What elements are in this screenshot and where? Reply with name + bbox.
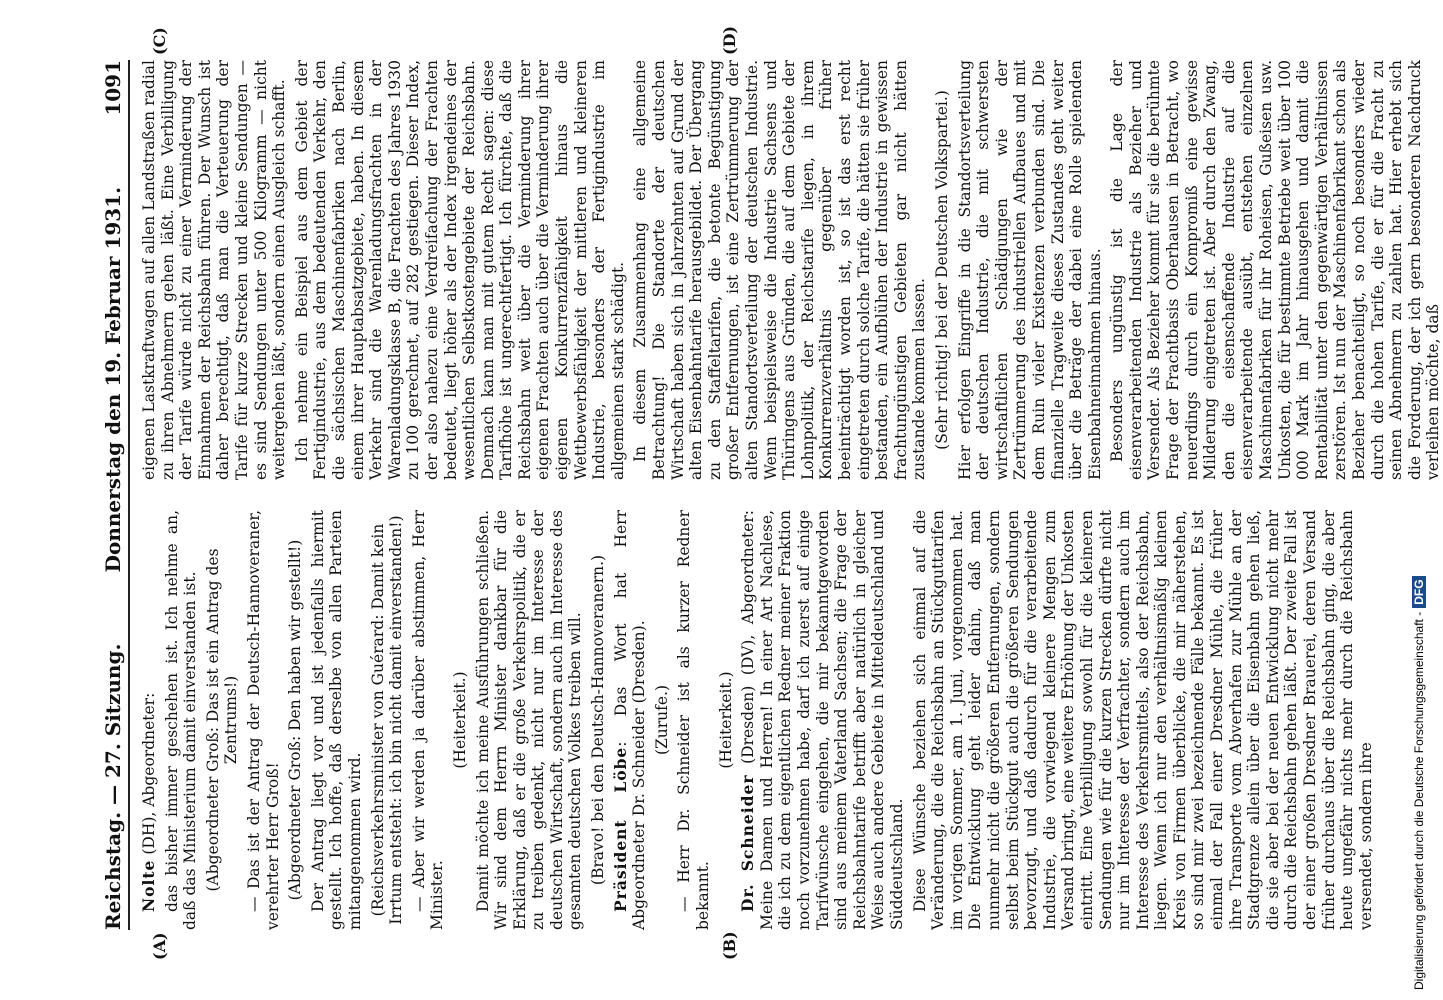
speaker-paragraph xyxy=(140,510,159,930)
margin-marker-c: (C) xyxy=(150,27,169,55)
dfg-logo: DFG xyxy=(1412,576,1426,607)
header-left: Reichstag. — 27. Sitzung. xyxy=(101,643,125,930)
paragraph xyxy=(675,510,712,930)
paragraph-text: (Bravo! bei den Deutsch-Hannoveranern.) xyxy=(589,554,608,886)
paragraph xyxy=(293,60,628,480)
margin-marker-a: (A) xyxy=(150,932,169,960)
interjection xyxy=(451,510,470,930)
margin-marker-b: (B) xyxy=(720,931,739,960)
paragraph xyxy=(631,60,929,480)
header-rule xyxy=(128,60,130,930)
paragraph-text: — Das ist der Antrag der Deutsch-Hannoveraner, verehrter Herr Groß! xyxy=(244,510,282,930)
right-column xyxy=(140,60,1443,480)
interjection xyxy=(933,60,952,480)
paragraph-text: — Herr Dr. Schneider ist als kurzer Redner bekannt. xyxy=(675,510,713,930)
paragraph-text: In diesem Zusammenhang eine allgemeine Betrachtung! Die Standorte der deutschen Wirtschaft haben sich in Jahrzehnten auf Grund der alten Eisenbahntarife herausgebildet. Der Übergang zu den Staffeltarifen, die betonte Begünstigung großer Entfernungen, ist eine Zertrümmerung der alten Standortsverteilung der deutschen Industrie. Wenn beispielsweise die Industrie Sachsens und Thüringens aus Gründen, die auf dem Gebiete der Lohnpolitik, der Reichstarife liegen, in ihrem Konkurrenzverhältnis gegenüber früher beeinträchtigt worden ist, so ist das erst recht eingetreten durch solche Tarife, die hätten sie früher bestanden, ein Aufblühen der Industrie in gewissen frachtungünstigen Gebieten gar nicht hätten zustande kommen lassen. xyxy=(631,60,929,480)
page-number: 1091 xyxy=(101,60,125,116)
paragraph-text: (Dresden) (DV), Abgeordneter: Meine Damen und Herren! In einer Art Nachlese, die ich zu dem eigentlichen Redner meiner Fraktion noch vorzunehmen habe, darf ich zuerst auf einige Tarifwünsche eingehen, die mir bekanntgeworden sind aus meinem Vaterland Sachsen; die Frage der Reichsbahntarife betrifft aber natürlich in gleicher Weise auch andere Gebiete in Mitteldeutschland und Süddeutschland. xyxy=(739,510,906,930)
left-column xyxy=(139,510,1375,930)
speaker-name: Dr. Schneider xyxy=(738,774,758,912)
paragraph xyxy=(474,510,586,930)
paragraph-text: Ich nehme ein Beispiel aus dem Gebiet der Fertigindustrie, aus dem bedeutenden Verkehr, den die sächsischen Maschinenfabriken nach Berlin, einem ihrer Hauptabsatzgebiete, haben. In diesem Verkehr sind die Warenladungsfrachten in der Warenladungsklasse B, die Frachten des Jahres 1930 zu 100 gerechnet, auf 282 gestiegen. Dieser Index, der also nahezu eine Verdreifachung der Frachten bedeutet, liegt höher als der Index irgendeines der wesentlichen Selbstkostengebiete der Reichsbahn. Demnach kann man mit gutem Recht sagen: diese Tarifhöhe ist ungerechtfertigt. Ich fürchte, daß die Reichsbahn weit über die Verminderung ihrer eigenen Frachten auch über die Verminderung ihrer eigenen Konkurrenzfähigkeit hinaus die Wettbewerbsfähigkeit der mittleren und kleineren Industrie, besonders der Fertigindustrie im allgemeinen stark schädigt. xyxy=(292,60,627,480)
paragraph-text: Besonders ungünstig ist die Lage der eisenverarbeitenden Industrie als Bezieher und Versender. Als Bezieher kommt für sie die berühmte Frage der Frachtbasis Oberhausen in Betracht, wo neuerdings durch ein Kompromiß eine gewisse Milderung eingetreten ist. Aber durch den Zwang, den die eisenschaffende Industrie auf die eisenverarbeitende ausübt, entstehen einzelnen Maschinenfabriken für ihr Roheisen, Gußeisen usw. Unkosten, die für bestimmte Betriebe weit über 100 000 Mark im Jahr hinausgehen und damit die Rentabilität unter den gegenwärtigen Verhältnissen zerstören. Ist nun der Maschinenfabrikant schon als Bezieher benachteiligt, so noch besonders wieder durch die hohen Tarife, die er für die Fracht zu seinen Abnehmern zu zahlen hat. Hier erhebt sich die Forderung, der ich gern besonderen Nachdruck verleihen möchte, daß xyxy=(1108,60,1443,480)
interjection xyxy=(589,510,608,930)
paragraph xyxy=(911,510,1376,930)
paragraph-text: Diese Wünsche beziehen sich einmal auf die Veränderung, die die Reichsbahn an Stückguttarifen im vorigen Sommer, am 1. Juni, vorgenommen hat. Die Entwicklung geht leider dahin, daß man nunmehr nicht die größeren Entfernungen, sondern selbst beim Stückgut auch die größeren Sendungen bevorzugt, und daß dadurch für die verarbeitende Industrie, die vorwiegend kleinere Mengen zum Versand bringt, eine weitere Erhöhung der Unkosten eintritt. Eine Verbilligung sowohl für die kleineren Sendungen wie für die kurzen Strecken dürfte nicht nur im Interesse der Verfrachter, sondern auch im Interesse des Verkehrsmittels, also der Reichsbahn, liegen. Wenn ich nur den verhältnismäßig kleinen Kreis von Firmen überblicke, die mir näherstehen, so sind mir zwei bezeichnende Fälle bekannt. Es ist einmal der Fall einer Dresdner Mühle, die früher ihre Transporte vom Abverhafen zur Mühle an der Stadtgrenze allein über die Eisenbahn gehen ließ, die sie aber bei der neuen Entwicklung nicht mehr durch die Reichsbahn gehen läßt. Der zweite Fall ist der einer großen Dresdner Brauerei, deren Versand früher durchaus über die Reichsbahn ging, die aber heute ungefähr nichts mehr durch die Reichsbahn versendet, sondern ihre xyxy=(910,510,1375,930)
paragraph xyxy=(140,60,289,480)
paragraph-text: (Abgeordneter Groß: Den haben wir gestellt!) xyxy=(286,539,305,901)
interjection xyxy=(204,510,241,930)
paragraph-text: (Heiterkeit.) xyxy=(450,671,469,769)
speaker-paragraph xyxy=(612,510,649,930)
paragraph-text: (Sehr richtig! bei der Deutschen Volkspartei.) xyxy=(932,90,951,450)
paragraph-text: Der Antrag liegt vor und ist jedenfalls hiermit gestellt. Ich hoffe, daß derselbe von allen Parteien mitangenommen wird. xyxy=(308,510,364,930)
speaker-name: Präsident Löbe xyxy=(610,746,630,912)
paragraph xyxy=(163,510,200,930)
paragraph-text: (Zurufe.) xyxy=(652,684,671,756)
margin-marker-d: (D) xyxy=(720,25,739,55)
page-header xyxy=(85,60,125,930)
paragraph-text: (Abgeordneter Groß: Das ist ein Antrag des Zentrums!) xyxy=(203,548,241,892)
interjection xyxy=(653,510,672,930)
paragraph xyxy=(309,510,365,930)
paragraph-text: (DH), Abgeordneter: xyxy=(140,692,158,860)
paragraph-text: eigenen Lastkraftwagen auf allen Landstraßen radial zu ihren Abnehmern gehen läßt. Eine Verbilligung der Tarife würde nicht zu einer Verminderung der Einnahmen der Reichsbahn führen. Der Wunsch ist daher berechtigt, daß man die Verteuerung der Tarife für kurze Strecken und kleine Sendungen — es sind Sendungen unter 500 Kilogramm — nicht weitergehen läßt, sondern einen Ausgleich schafft. xyxy=(140,60,289,480)
paragraph-text: : Das Wort hat Herr Abgeordneter Dr. Schneider (Dresden). xyxy=(611,510,649,930)
sidebar-text: Digitalisierung gefördert durch die Deutsche Forschungsgemeinschaft - xyxy=(1412,611,1426,990)
paragraph-text: (Heiterkeit.) xyxy=(716,671,735,769)
speaker-name: Nolte xyxy=(139,859,158,912)
paragraph-text: Damit möchte ich meine Ausführungen schließen. Wir sind dem Herrn Minister dankbar für die Erklärung, daß er die große Verkehrspolitik, die er zu treiben gedenkt, nicht nur im Interesse der deutschen Wirtschaft, sondern auch im Interesse des gesamten deutschen Volkes treiben will. xyxy=(473,510,585,930)
header-date: Donnerstag den 19. Februar 1931. xyxy=(101,186,125,573)
paragraph-text: (Reichsverkehrsminister von Guérard: Damit kein Irrtum entsteht: ich bin nicht damit einverstanden!) xyxy=(368,515,406,925)
interjection xyxy=(369,510,406,930)
paragraph xyxy=(245,510,282,930)
paragraph xyxy=(956,60,1105,480)
interjection xyxy=(717,510,736,930)
paragraph xyxy=(410,510,447,930)
interjection xyxy=(286,510,305,930)
paragraph-text: Hier erfolgen Eingriffe in die Standortsverteilung der deutschen Industrie, die mit schwersten wirtschaftlichen Schädigungen wie der Zertrümmerung des industriellen Aufbaues und mit dem Ruin vieler Existenzen verbunden sind. Die finanzielle Tragweite dieses Zustandes geht weiter über die Beträge der dabei eine Rolle spielenden Eisenbahneinnahmen hinaus. xyxy=(955,60,1104,480)
paragraph-text: das bisher immer geschehen ist. Ich nehme an, daß das Ministerium damit einverstanden ist. xyxy=(162,510,200,930)
speaker-paragraph xyxy=(739,510,906,930)
paragraph-text: — Aber wir werden ja darüber abstimmen, Herr Minister. xyxy=(409,510,447,930)
dfg-sidebar xyxy=(1412,576,1426,990)
paragraph xyxy=(1108,60,1443,480)
